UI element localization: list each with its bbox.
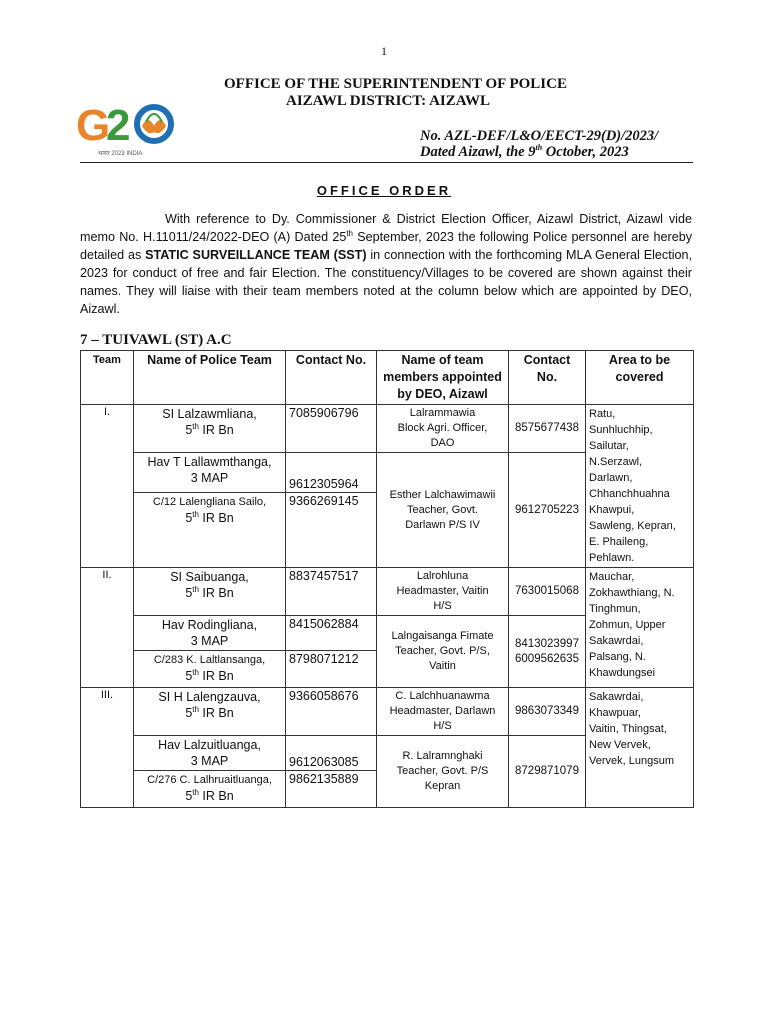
reference-number: No. AZL-DEF/L&O/EECT-29(D)/2023/ bbox=[420, 128, 659, 144]
dated-line: Dated Aizawl, the 9th October, 2023 bbox=[420, 143, 629, 160]
table-row bbox=[81, 405, 694, 453]
header-member-contact: Contact No. bbox=[509, 351, 586, 405]
order-body: With reference to Dy. Commissioner & District Election Officer, Aizawl District, Aizawl vide memo No. H.11011/24/2022-DEO (A) Dated 25th September, 2023 the following Police personnel are hereby detailed as STATIC SURVEILLANCE TEAM (SST) in connection with the forthcoming MLA General Election, 2023 for conduct of free and fair Election. The constituency/Villages to be covered are shown against their names. They will liaise with their team members noted at the column below which are appointed by DEO, Aizawl. bbox=[80, 212, 692, 316]
header-police-team: Name of Police Team bbox=[134, 351, 286, 405]
table-row bbox=[81, 568, 694, 616]
deo-member-phone: 9612705223 bbox=[509, 453, 586, 568]
police-member: SI Saibuanga, 5th IR Bn bbox=[134, 568, 286, 616]
order-title: OFFICE ORDER bbox=[316, 183, 452, 198]
header-contact: Contact No. bbox=[286, 351, 377, 405]
police-phone: 7085906796 bbox=[286, 405, 377, 453]
header-members: Name of team members appointed by DEO, Aizawl bbox=[377, 351, 509, 405]
police-member: C/12 Lalengliana Sailo, 5th IR Bn bbox=[134, 493, 286, 568]
police-phone: 9612305964 bbox=[286, 453, 377, 493]
deo-member-phone: 7630015068 bbox=[509, 568, 586, 616]
deo-member: R. Lalramnghaki Teacher, Govt. P/S Kepran bbox=[377, 736, 509, 808]
header-team: Team bbox=[81, 351, 134, 405]
deo-member: C. Lalchhuanawma Headmaster, Darlawn H/S bbox=[377, 688, 509, 736]
table-header-row bbox=[81, 351, 694, 405]
sst-table bbox=[80, 350, 694, 808]
district-title: AIZAWL DISTRICT: AIZAWL bbox=[286, 93, 490, 109]
police-phone: 8798071212 bbox=[286, 651, 377, 688]
police-member: Hav T Lallawmthanga, 3 MAP bbox=[134, 453, 286, 493]
team-number: II. bbox=[81, 568, 134, 688]
deo-member-phone: 8413023997 6009562635 bbox=[509, 616, 586, 688]
deo-member: Lalngaisanga Fimate Teacher, Govt. P/S, Vaitin bbox=[377, 616, 509, 688]
svg-text:G: G bbox=[76, 101, 111, 150]
svg-text:2: 2 bbox=[106, 101, 131, 150]
team-number: I. bbox=[81, 405, 134, 568]
deo-member-phone: 8729871079 bbox=[509, 736, 586, 808]
area-covered: Mauchar, Zokhawthiang, N. Tinghmun, Zohmun, Upper Sakawrdai, Palsang, N. Khawdungsei bbox=[586, 568, 694, 688]
team-number: III. bbox=[81, 688, 134, 808]
header-area: Area to be covered bbox=[586, 351, 694, 405]
deo-member-phone: 9863073349 bbox=[509, 688, 586, 736]
police-phone: 8837457517 bbox=[286, 568, 377, 616]
table-row bbox=[81, 688, 694, 736]
police-phone: 9612063085 bbox=[286, 736, 377, 771]
police-phone: 8415062884 bbox=[286, 616, 377, 651]
g20-tagline: भारत 2023 INDIA bbox=[98, 151, 143, 157]
office-title: OFFICE OF THE SUPERINTENDENT OF POLICE bbox=[224, 76, 567, 92]
police-member: Hav Rodingliana, 3 MAP bbox=[134, 616, 286, 651]
deo-member: Esther Lalchawimawii Teacher, Govt. Darlawn P/S IV bbox=[377, 453, 509, 568]
police-member: Hav Lalzuitluanga, 3 MAP bbox=[134, 736, 286, 771]
page-number: 1 bbox=[381, 44, 387, 58]
police-member: SI Lalzawmliana, 5th IR Bn bbox=[134, 405, 286, 453]
section-heading: 7 – TUIVAWL (ST) A.C bbox=[80, 332, 232, 348]
police-member: SI H Lalengzauva, 5th IR Bn bbox=[134, 688, 286, 736]
police-phone: 9862135889 bbox=[286, 771, 377, 808]
police-phone: 9366269145 bbox=[286, 493, 377, 568]
deo-member: Lalrammawia Block Agri. Officer, DAO bbox=[377, 405, 509, 453]
deo-member: Lalrohluna Headmaster, Vaitin H/S bbox=[377, 568, 509, 616]
area-covered: Ratu, Sunhluchhip, Sailutar, N.Serzawl, Darlawn, Chhanchhuahna Khawpui, Sawleng, Kepran, E. Phaileng, Pehlawn. bbox=[586, 405, 694, 568]
area-covered: Sakawrdai, Khawpuar, Vaitin, Thingsat, New Vervek, Vervek, Lungsum bbox=[586, 688, 694, 808]
police-phone: 9366058676 bbox=[286, 688, 377, 736]
police-member: C/276 C. Lalhruaitluanga, 5th IR Bn bbox=[134, 771, 286, 808]
header-divider bbox=[80, 162, 693, 163]
police-member: C/283 K. Laltlansanga, 5th IR Bn bbox=[134, 651, 286, 688]
deo-member-phone: 8575677438 bbox=[509, 405, 586, 453]
